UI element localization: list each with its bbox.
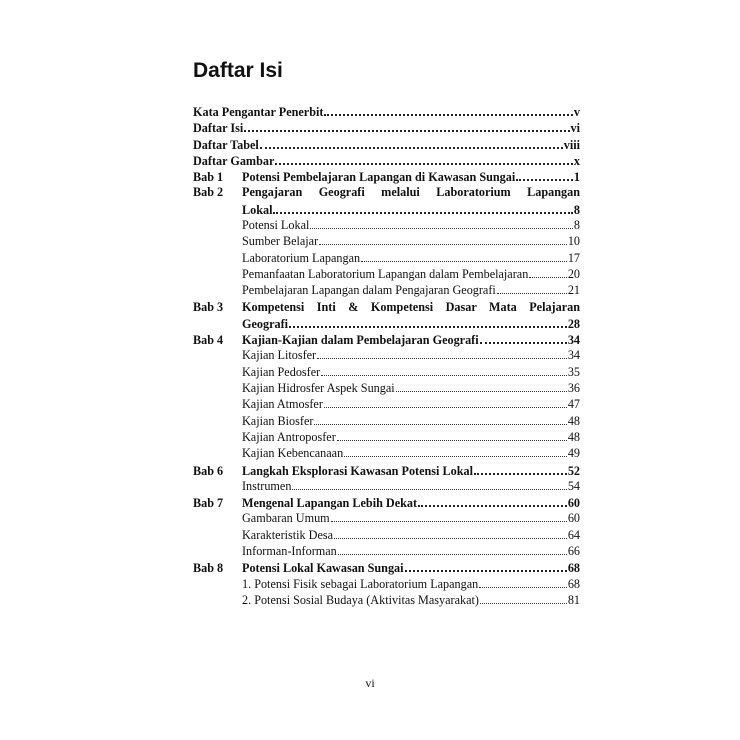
toc-entry-page: 54 bbox=[567, 478, 580, 493]
dot-leader bbox=[319, 233, 567, 245]
toc-entry-page: 8 bbox=[573, 202, 580, 217]
toc-entry-daftar-tabel[interactable] bbox=[193, 136, 580, 152]
toc-entry-page: 35 bbox=[567, 364, 580, 379]
toc-entry-page: 17 bbox=[567, 250, 580, 265]
toc-entry-page: 48 bbox=[567, 413, 580, 428]
toc-entry-bab-8[interactable] bbox=[193, 559, 580, 575]
toc-entry-page: 68 bbox=[567, 561, 580, 576]
toc-subentry[interactable] bbox=[193, 527, 580, 543]
dot-leader bbox=[529, 266, 567, 278]
dot-leader bbox=[324, 103, 572, 116]
toc-subentry[interactable] bbox=[193, 364, 580, 380]
chapter-number: Bab 7 bbox=[193, 496, 224, 511]
toc-entry-title: Kajian Kebencanaan bbox=[242, 446, 344, 461]
chapter-number: Bab 8 bbox=[193, 561, 224, 576]
toc-entry-title: Potensi Lokal Kawasan Sungai bbox=[242, 561, 404, 576]
toc-entry-daftar-gambar[interactable] bbox=[193, 152, 580, 168]
chapter-number: Bab 6 bbox=[193, 463, 224, 478]
toc-entry-title: 1. Potensi Fisik sebagai Laboratorium Lapangan bbox=[242, 576, 479, 591]
dot-leader bbox=[474, 462, 567, 475]
dot-leader bbox=[275, 152, 573, 165]
toc-entry-page: x bbox=[573, 153, 580, 168]
dot-leader bbox=[244, 119, 569, 132]
toc-subentry[interactable] bbox=[193, 347, 580, 363]
toc-entry-title: Pembelajaran Lapangan dalam Pengajaran Geografi bbox=[242, 283, 496, 298]
toc-subentry[interactable] bbox=[193, 592, 580, 608]
dot-leader bbox=[317, 347, 567, 359]
toc-entry-bab-7[interactable] bbox=[193, 494, 580, 510]
chapter-number: Bab 1 bbox=[193, 170, 224, 185]
toc-entry-kata-pengantar[interactable] bbox=[193, 103, 580, 119]
dot-leader bbox=[480, 592, 567, 604]
dot-leader bbox=[344, 445, 567, 457]
toc-entry-page: 34 bbox=[567, 333, 580, 348]
dot-leader bbox=[273, 201, 572, 214]
toc-entry-title: Kajian Hidrosfer Aspek Sungai bbox=[242, 381, 395, 396]
toc-entry-title: Langkah Eksplorasi Kawasan Potensi Lokal bbox=[242, 463, 473, 478]
toc-entry-title: 2. Potensi Sosial Budaya (Aktivitas Masyarakat) bbox=[242, 592, 479, 607]
dot-leader bbox=[480, 331, 567, 344]
toc-subentry[interactable] bbox=[193, 282, 580, 298]
dot-leader bbox=[337, 429, 567, 441]
toc-subentry[interactable] bbox=[193, 250, 580, 266]
toc-entry-bab-3[interactable] bbox=[193, 299, 580, 315]
toc-entry-page: 28 bbox=[567, 316, 580, 331]
toc-entry-title: Kata Pengantar Penerbit bbox=[193, 105, 324, 119]
toc-subentry[interactable] bbox=[193, 543, 580, 559]
toc-entry-title-line2: Geografi bbox=[242, 316, 289, 331]
toc-subentry[interactable] bbox=[193, 233, 580, 249]
toc-subentry[interactable] bbox=[193, 266, 580, 282]
dot-leader bbox=[418, 494, 567, 507]
dot-leader bbox=[314, 413, 566, 425]
toc-entry-title: Gambaran Umum bbox=[242, 511, 330, 526]
toc-entry-title-line1: Kompetensi Inti & Kompetensi Dasar Mata Pelajaran bbox=[242, 299, 580, 314]
toc-entry-page: 1 bbox=[573, 170, 580, 185]
toc-entry-daftar-isi[interactable] bbox=[193, 119, 580, 135]
toc-entry-bab-4[interactable] bbox=[193, 331, 580, 347]
toc-entry-page: vi bbox=[570, 121, 580, 136]
dot-leader bbox=[289, 315, 567, 328]
toc-entry-title: Kajian Antroposfer bbox=[242, 429, 336, 444]
toc-entry-page: 34 bbox=[567, 348, 580, 363]
toc-entry-bab-2-cont[interactable] bbox=[193, 201, 580, 217]
toc-entry-title: Daftar Gambar bbox=[193, 153, 275, 168]
toc-entry-page: 60 bbox=[567, 496, 580, 511]
toc-entry-title: Sumber Belajar bbox=[242, 234, 319, 249]
dot-leader bbox=[516, 168, 573, 181]
toc-subentry[interactable] bbox=[193, 217, 580, 233]
toc-entry-page: 52 bbox=[567, 463, 580, 478]
toc-entry-title: Daftar Tabel bbox=[193, 137, 259, 152]
table-of-contents bbox=[193, 103, 580, 608]
toc-entry-page: 20 bbox=[567, 266, 580, 281]
toc-entry-page: 81 bbox=[567, 592, 580, 607]
toc-entry-bab-1[interactable] bbox=[193, 168, 580, 184]
dot-leader bbox=[324, 396, 567, 408]
toc-entry-bab-3-cont[interactable] bbox=[193, 315, 580, 331]
page-title: Daftar Isi bbox=[193, 59, 283, 82]
toc-entry-page: 66 bbox=[567, 544, 580, 559]
dot-leader bbox=[497, 282, 567, 294]
toc-entry-page: 64 bbox=[567, 527, 580, 542]
toc-entry-page: 10 bbox=[567, 234, 580, 249]
toc-subentry[interactable] bbox=[193, 429, 580, 445]
dot-leader bbox=[321, 364, 567, 376]
dot-leader bbox=[396, 380, 567, 392]
toc-entry-title: Daftar Isi bbox=[193, 121, 244, 136]
chapter-number: Bab 2 bbox=[193, 185, 224, 200]
toc-entry-title: Kajian Pedosfer bbox=[242, 364, 321, 379]
dot-leader bbox=[331, 510, 567, 522]
toc-subentry[interactable] bbox=[193, 396, 580, 412]
toc-entry-title: Kajian Biosfer bbox=[242, 413, 314, 428]
toc-entry-title: Potensi Lokal bbox=[242, 218, 310, 233]
toc-entry-title: Kajian Litosfer bbox=[242, 348, 317, 363]
toc-subentry[interactable] bbox=[193, 380, 580, 396]
toc-subentry[interactable] bbox=[193, 413, 580, 429]
dot-leader bbox=[260, 136, 563, 149]
toc-entry-page: viii bbox=[563, 137, 580, 152]
dot-leader bbox=[479, 576, 567, 588]
toc-entry-title: Informan-Informan bbox=[242, 544, 337, 559]
toc-entry-bab-6[interactable] bbox=[193, 462, 580, 478]
toc-entry-title: Kajian-Kajian dalam Pembelajaran Geografi bbox=[242, 333, 479, 348]
toc-entry-page: 8 bbox=[573, 218, 580, 233]
toc-entry-page: 60 bbox=[567, 511, 580, 526]
dot-leader bbox=[292, 478, 566, 490]
toc-subentry[interactable] bbox=[193, 445, 580, 461]
toc-entry-page: v bbox=[573, 105, 580, 119]
toc-entry-title-line1: Pengajaran Geografi melalui Laboratorium Lapangan bbox=[242, 185, 580, 200]
toc-entry-title: Pemanfaatan Laboratorium Lapangan dalam Pembelajaran bbox=[242, 266, 529, 281]
toc-entry-page: 68 bbox=[567, 576, 580, 591]
dot-leader bbox=[405, 559, 567, 572]
toc-entry-title: Potensi Pembelajaran Lapangan di Kawasan Sungai bbox=[242, 170, 516, 185]
toc-entry-title-line2: Lokal bbox=[242, 202, 273, 217]
toc-entry-page: 36 bbox=[567, 381, 580, 396]
toc-subentry[interactable] bbox=[193, 510, 580, 526]
toc-entry-title: Karakteristik Desa bbox=[242, 527, 334, 542]
toc-entry-page: 47 bbox=[567, 397, 580, 412]
chapter-number: Bab 3 bbox=[193, 299, 224, 314]
toc-subentry[interactable] bbox=[193, 478, 580, 494]
dot-leader bbox=[310, 217, 573, 229]
toc-entry-page: 48 bbox=[567, 429, 580, 444]
chapter-number: Bab 4 bbox=[193, 333, 224, 348]
toc-subentry[interactable] bbox=[193, 576, 580, 592]
dot-leader bbox=[338, 543, 567, 555]
toc-entry-title: Kajian Atmosfer bbox=[242, 397, 323, 412]
toc-entry-page: 49 bbox=[567, 446, 580, 461]
page-number-footer: vi bbox=[365, 676, 375, 690]
toc-entry-page: 21 bbox=[567, 283, 580, 298]
toc-entry-title: Laboratorium Lapangan bbox=[242, 250, 361, 265]
dot-leader bbox=[334, 527, 567, 539]
toc-entry-title: Mengenal Lapangan Lebih Dekat bbox=[242, 496, 418, 511]
toc-entry-title: Instrumen bbox=[242, 478, 292, 493]
toc-entry-bab-2[interactable] bbox=[193, 184, 580, 200]
dot-leader bbox=[361, 250, 567, 262]
